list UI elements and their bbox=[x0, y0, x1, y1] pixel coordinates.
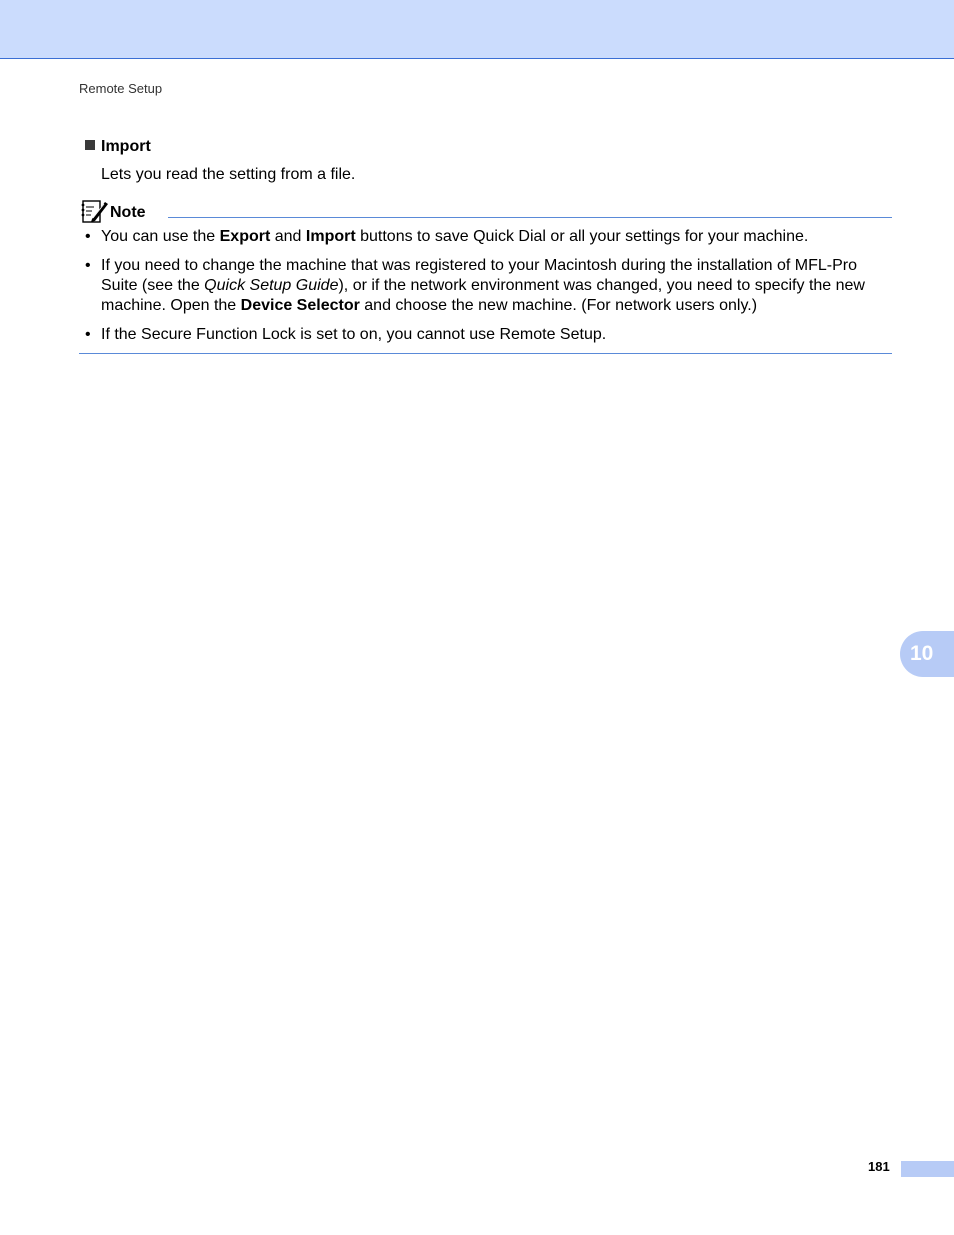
running-head: Remote Setup bbox=[79, 81, 163, 96]
note-item: • If the Secure Function Lock is set to on, you cannot use Remote Setup. bbox=[85, 326, 607, 343]
note-item: • If you need to change the machine that was registered to your Macintosh during the installation of MFL-Pro Suite (see the Quick Setup Guide), or if the network environment was changed, you need to specify the new machine. Open the Device Selector and choose the new machine. (For network users only.) bbox=[85, 257, 865, 314]
note-top-rule bbox=[168, 217, 892, 218]
section-title: Import bbox=[101, 138, 151, 155]
bullet-dot: • bbox=[85, 257, 91, 274]
note-pencil-icon bbox=[80, 198, 110, 224]
page-number-bar bbox=[901, 1161, 954, 1177]
note-bottom-rule bbox=[79, 353, 892, 354]
note-label: Note bbox=[110, 204, 146, 221]
quick-setup-guide-ref: Quick Setup Guide bbox=[204, 277, 339, 294]
note-item: • You can use the Export and Import buttons to save Quick Dial or all your settings for your machine. bbox=[85, 228, 809, 245]
section-description: Lets you read the setting from a file. bbox=[101, 166, 356, 183]
export-term: Export bbox=[219, 228, 271, 245]
section-heading bbox=[85, 138, 151, 156]
header-band bbox=[0, 0, 954, 59]
chapter-tab: 10 bbox=[900, 631, 954, 677]
note-list bbox=[84, 227, 892, 354]
square-bullet-icon bbox=[85, 140, 95, 150]
import-term: Import bbox=[305, 228, 356, 245]
note-header bbox=[80, 198, 892, 224]
bullet-dot: • bbox=[85, 326, 91, 343]
bullet-dot: • bbox=[85, 228, 91, 245]
page-number: 181 bbox=[868, 1159, 890, 1174]
device-selector-term: Device Selector bbox=[240, 297, 360, 314]
